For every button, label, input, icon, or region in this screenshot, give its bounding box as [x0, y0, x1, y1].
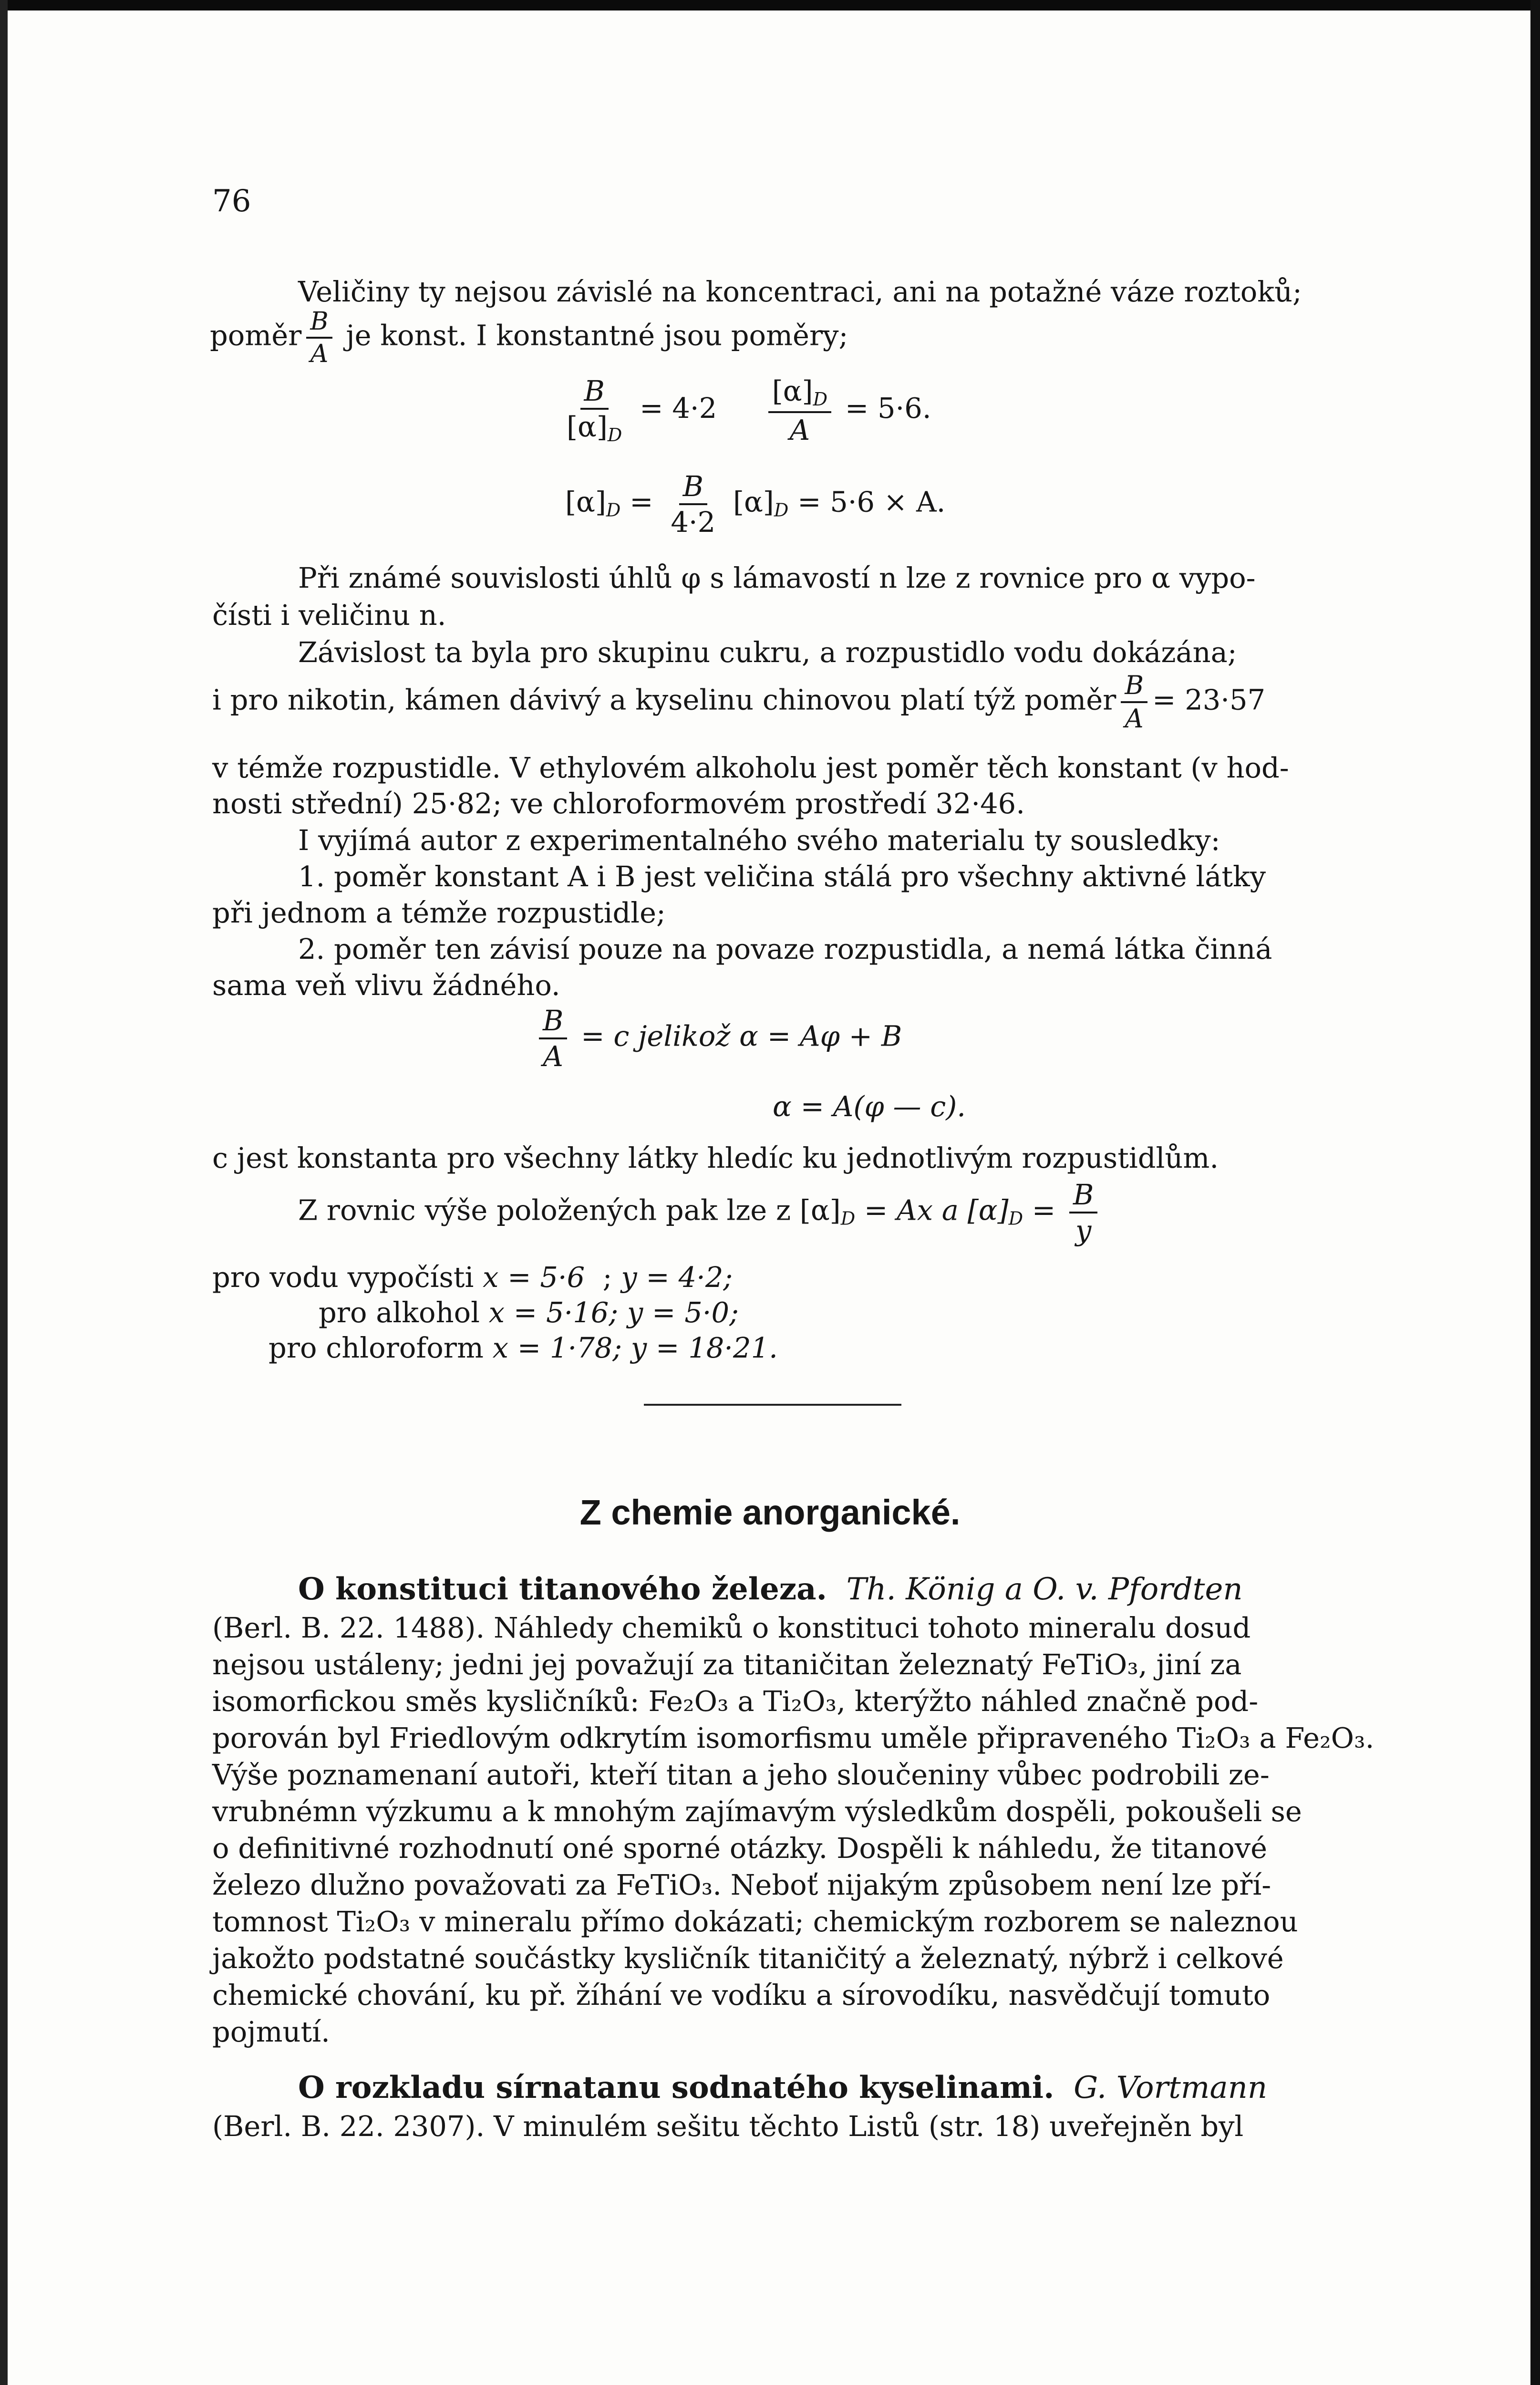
text-line: isomorfickou směs kysličníků: Fe₂O₃ a Ti₂O₃, kterýžto náhled značně pod-: [212, 1685, 1259, 1718]
equation: $\frac{B}{[\alpha]_D}$ = 4·2 $\frac{[\alpha]_D}{A}$ = 5·6.: [567, 374, 931, 446]
text-line: sama veň vlivu žádného.: [212, 969, 560, 1002]
text-line: železo dlužno považovati za FeTiO₃. Neboť nijakým způsobem není lze pří-: [212, 1868, 1271, 1901]
result-line: pro vodu vypočísti x = 5·6 ; y = 4·2;: [212, 1261, 733, 1294]
text-line: tomnost Ti₂O₃ v mineralu přímo dokázati; chemickým rozborem se naleznou: [212, 1905, 1298, 1938]
section-divider: [644, 1404, 901, 1406]
text-line: Z rovnic výše položených pak lze z $[\alpha]_D = Ax$ a $[\alpha]_D$ = $\frac{B}{y}$: [298, 1181, 1102, 1244]
text-line: o definitivné rozhodnutí oné sporné otázky. Dospěli k náhledu, že titanové: [212, 1832, 1268, 1865]
article-title-line: O rozkladu sírnatanu sodnatého kyselinami. G. Vortmann: [298, 2070, 1268, 2105]
text-line: poměr $\frac{B}{A}$ je konst. I konstantné jsou poměry;: [210, 307, 848, 368]
text-line: při jednom a témže rozpustidle;: [212, 896, 666, 929]
result-line: pro alkohol x = 5·16; y = 5·0;: [319, 1296, 739, 1329]
text-line: I vyjímá autor z experimentalného svého materialu ty sousledky:: [298, 824, 1220, 857]
equation: $[\alpha]_D$ = $\frac{B}{4\cdot 2}$ $[\alpha]_D = 5\cdot 6 \times A$.: [565, 470, 946, 539]
text-line: Závislost ta byla pro skupinu cukru, a rozpustidlo vodu dokázána;: [298, 636, 1237, 669]
text-line: Veličiny ty nejsou závislé na koncentraci, ani na potažné váze roztoků;: [298, 275, 1302, 308]
page-number: 76: [212, 184, 251, 219]
result-line: pro chloroform x = 1·78; y = 18·21.: [269, 1331, 778, 1364]
section-heading: Z chemie anorganické.: [579, 1493, 961, 1532]
text-line: (Berl. B. 22. 1488). Náhledy chemiků o konstituci tohoto mineralu dosud: [212, 1611, 1251, 1644]
text-line: vrubnémn výzkumu a k mnohým zajímavým výsledkům dospěli, pokoušeli se: [212, 1795, 1302, 1828]
text-line: chemické chování, ku př. žíhání ve vodíku a sírovodíku, nasvědčují tomuto: [212, 1979, 1271, 2012]
text-line: 2. poměr ten závisí pouze na povaze rozpustidla, a nemá látka činná: [298, 933, 1272, 965]
text-line: jakožto podstatné součástky kysličník titaničitý a železnatý, nýbrž i celkové: [212, 1942, 1284, 1975]
equation: $\frac{B}{A}$ = c jelikož α = Aφ + B: [534, 1006, 902, 1070]
scan-border-top: [0, 0, 1540, 10]
text-line: Při známé souvislosti úhlů φ s lámavostí n lze z rovnice pro α vypo-: [298, 561, 1256, 594]
equation: α = A(φ — c).: [773, 1090, 966, 1123]
text-line: porován byl Friedlovým odkrytím isomorfismu uměle připraveného Ti₂O₃ a Fe₂O₃.: [212, 1721, 1375, 1754]
text-line: nosti střední) 25·82; ve chloroformovém prostředí 32·46.: [212, 787, 1025, 820]
text-line: (Berl. B. 22. 2307). V minulém sešitu těchto Listů (str. 18) uveřejněn byl: [212, 2110, 1244, 2143]
article-title-line: O konstituci titanového železa. Th. König a O. v. Pfordten: [298, 1571, 1243, 1607]
text-line: nejsou ustáleny; jedni jej považují za titaničitan železnatý FeTiO₃, jiní za: [212, 1648, 1242, 1681]
text-line: čísti i veličinu n.: [212, 599, 446, 632]
scan-border-left: [0, 0, 8, 2385]
text-line: i pro nikotin, kámen dávivý a kyselinu chinovou platí týž poměr $\frac{B}{A}$ = 23·57: [212, 670, 1266, 734]
text-line: Výše poznamenaní autoři, kteří titan a jeho sloučeniny vůbec podrobili ze-: [212, 1758, 1270, 1791]
text-line: pojmutí.: [212, 2015, 330, 2048]
text-line: c jest konstanta pro všechny látky hledíc ku jednotlivým rozpustidlům.: [212, 1141, 1219, 1174]
text-line: v témže rozpustidle. V ethylovém alkoholu jest poměr těch konstant (v hod-: [212, 751, 1289, 784]
scan-border-right: [1530, 0, 1540, 2385]
text-line: 1. poměr konstant A i B jest veličina stálá pro všechny aktivné látky: [298, 860, 1266, 893]
